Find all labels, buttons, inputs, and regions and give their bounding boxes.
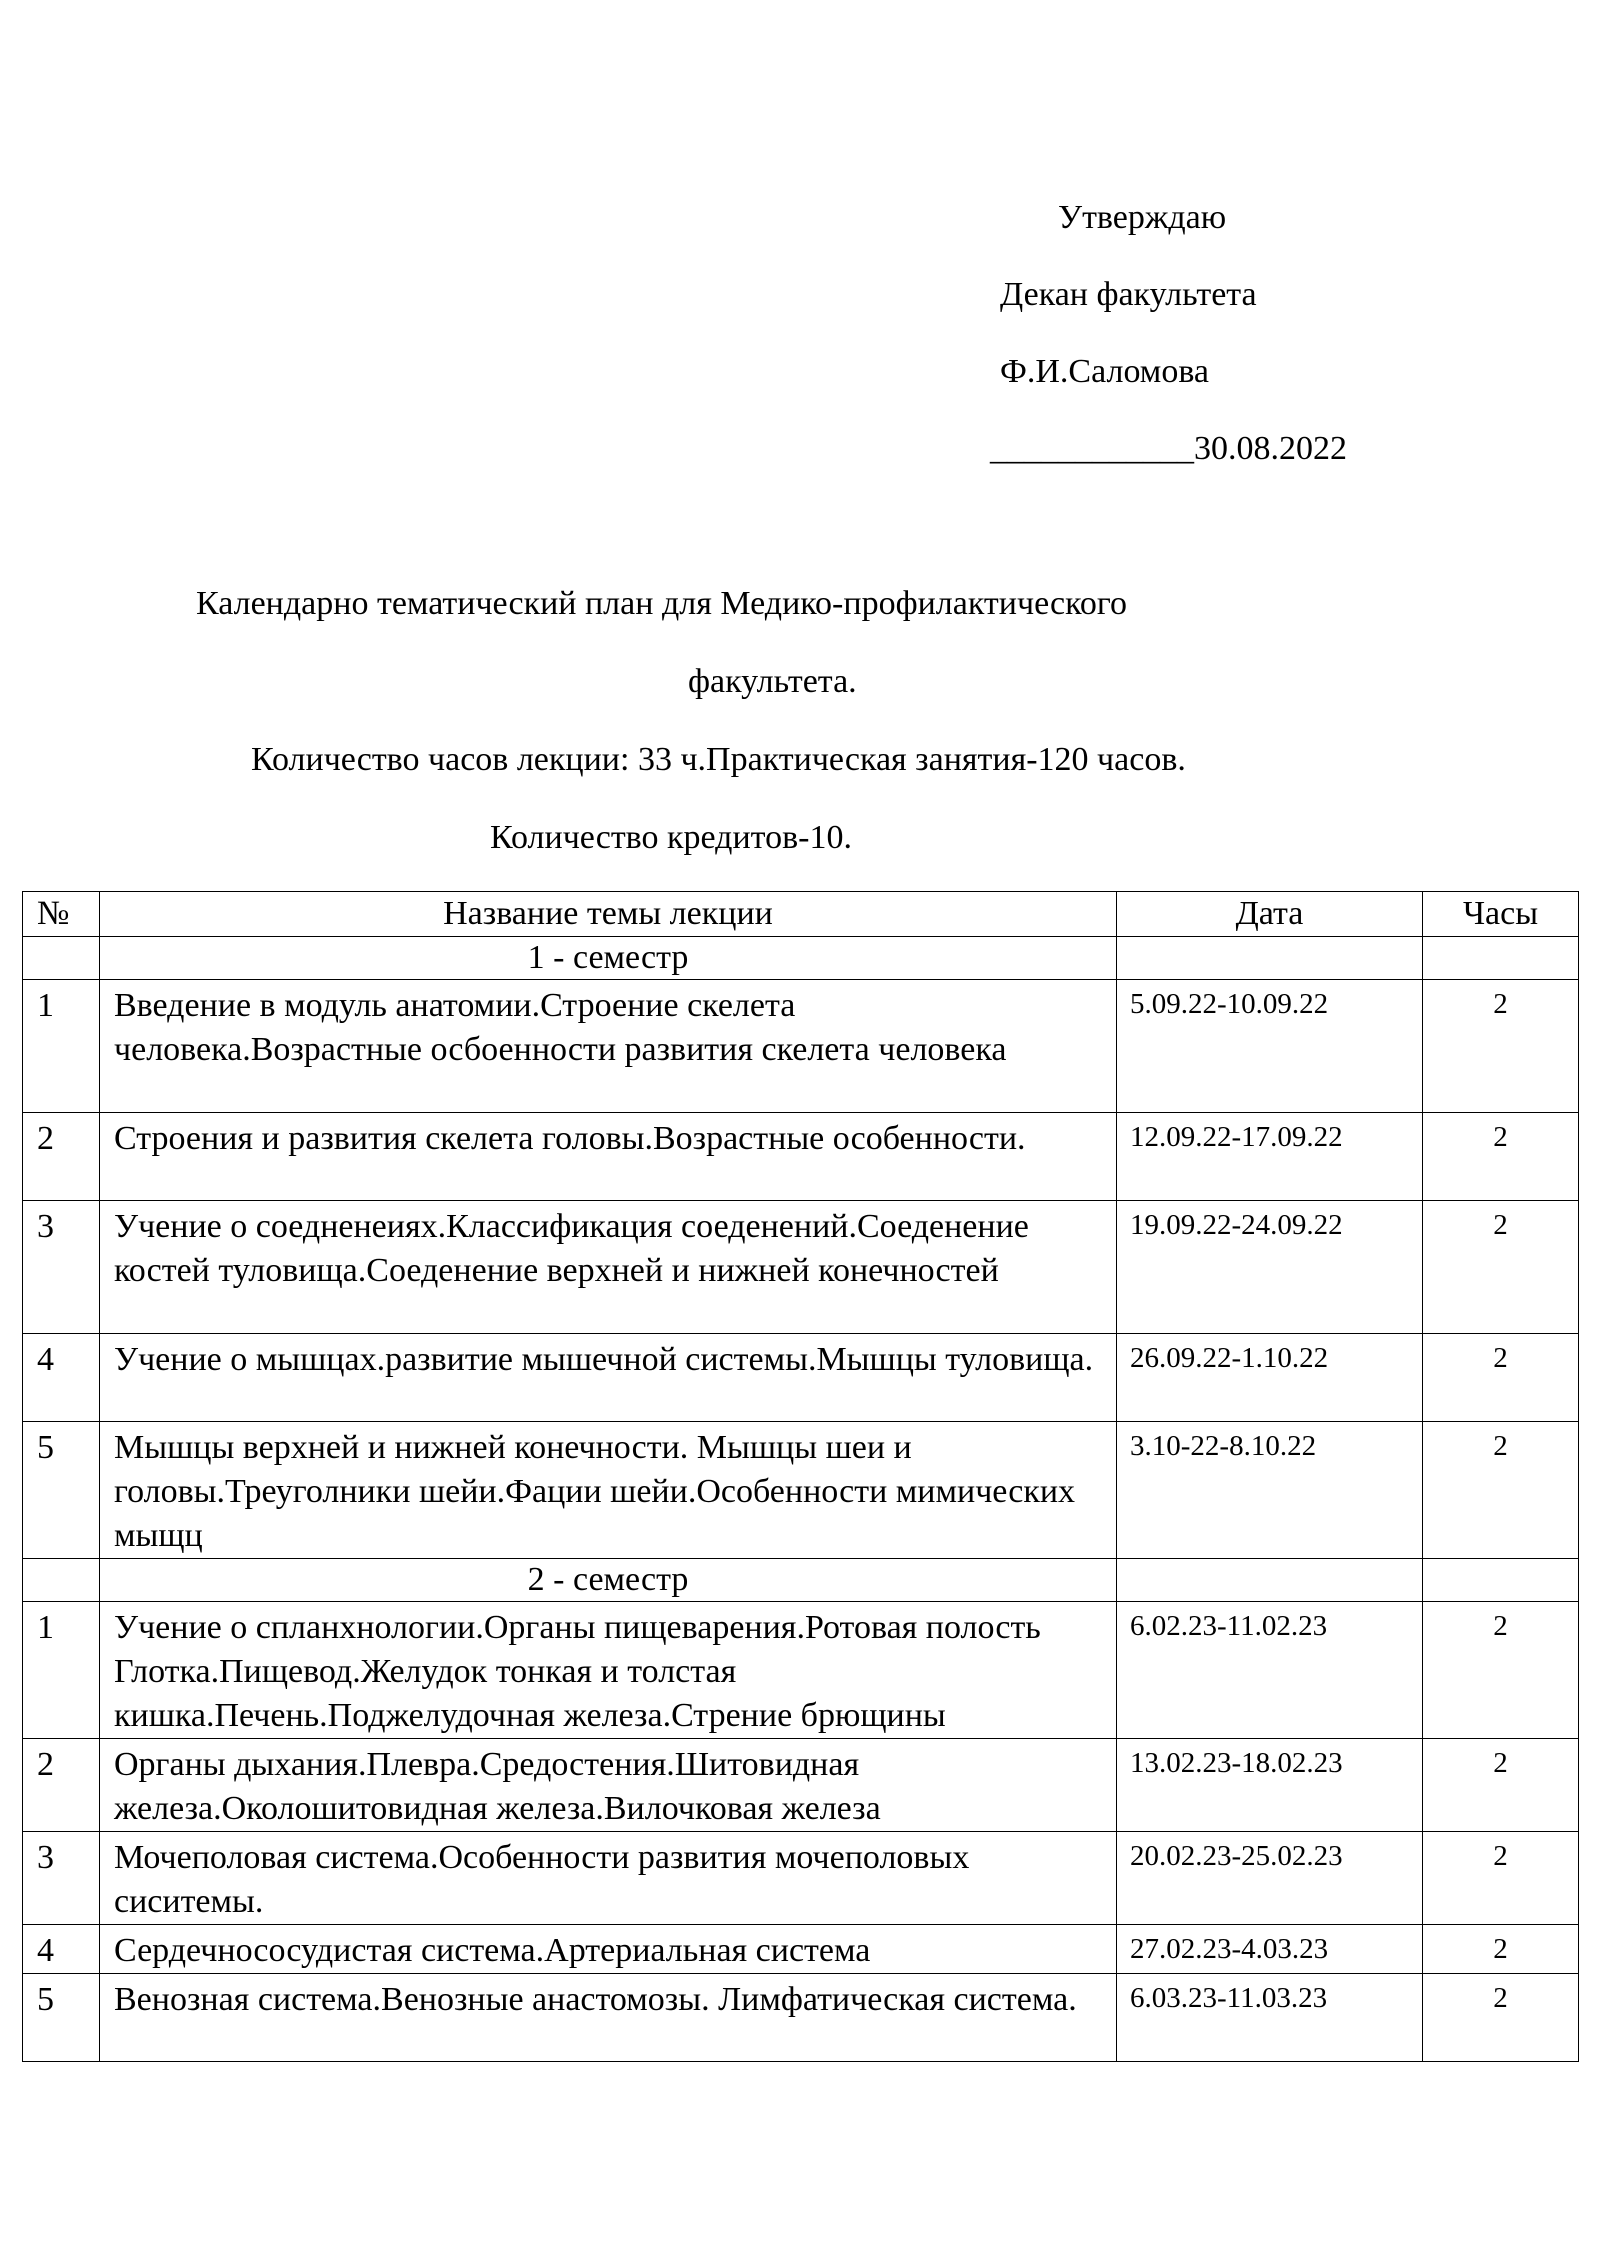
row-hours: 2 (1423, 1925, 1579, 1974)
row-date: 20.02.23-25.02.23 (1117, 1832, 1423, 1925)
row-hours: 2 (1423, 980, 1579, 1113)
header-topic: Название темы лекции (100, 892, 1117, 937)
row-date: 3.10-22-8.10.22 (1117, 1422, 1423, 1559)
header-number: № (23, 892, 100, 937)
row-number: 1 (23, 1602, 100, 1739)
row-hours: 2 (1423, 1602, 1579, 1739)
plan-title-continued: факультета. (688, 663, 857, 700)
header-hours: Часы (1423, 892, 1579, 937)
row-topic: Органы дыхания.Плевра.Средостения.Шитовидная железа.Околошитовидная железа.Вилочковая железа (100, 1739, 1117, 1832)
table-header-row (23, 892, 1579, 937)
row-number: 4 (23, 1925, 100, 1974)
row-date: 5.09.22-10.09.22 (1117, 980, 1423, 1113)
row-topic: Сердечнососудистая система.Артериальная система (100, 1925, 1117, 1974)
row-topic: Учение о спланхнологии.Органы пищеварения.Ротовая полость Глотка.Пищевод.Желудок тонкая и толстая кишка.Печень.Поджелудочная железа.Стрение брющины (100, 1602, 1117, 1739)
table-row (23, 1925, 1579, 1974)
row-hours: 2 (1423, 1113, 1579, 1201)
lecture-plan-table (22, 891, 1579, 2062)
row-date: 26.09.22-1.10.22 (1117, 1334, 1423, 1422)
table-row (23, 1201, 1579, 1334)
row-hours: 2 (1423, 1201, 1579, 1334)
header-date: Дата (1117, 892, 1423, 937)
approval-signature-date: ____________30.08.2022 (990, 430, 1347, 467)
table-row (23, 1739, 1579, 1832)
row-topic: Введение в модуль анатомии.Строение скелета человека.Возрастные осбоенности развития скелета человека (100, 980, 1117, 1113)
row-number: 2 (23, 1739, 100, 1832)
row-number: 2 (23, 1113, 100, 1201)
row-date: 13.02.23-18.02.23 (1117, 1739, 1423, 1832)
table-row (23, 1832, 1579, 1925)
row-number: 3 (23, 1832, 100, 1925)
row-hours: 2 (1423, 1974, 1579, 2062)
row-number: 5 (23, 1974, 100, 2062)
table-row (23, 1113, 1579, 1201)
approval-position: Декан факультета (1000, 276, 1257, 313)
semester-row (23, 937, 1579, 980)
approval-title: Утверждаю (1058, 199, 1227, 236)
semester-row (23, 1559, 1579, 1602)
row-date: 6.03.23-11.03.23 (1117, 1974, 1423, 2062)
row-hours: 2 (1423, 1832, 1579, 1925)
row-date: 12.09.22-17.09.22 (1117, 1113, 1423, 1201)
table-row (23, 1334, 1579, 1422)
row-number: 1 (23, 980, 100, 1113)
row-date: 19.09.22-24.09.22 (1117, 1201, 1423, 1334)
row-topic: Мочеполовая система.Особенности развития мочеполовых сиситемы. (100, 1832, 1117, 1925)
table-row (23, 1422, 1579, 1559)
row-date: 6.02.23-11.02.23 (1117, 1602, 1423, 1739)
row-topic: Венозная система.Венозные анастомозы. Лимфатическая система. (100, 1974, 1117, 2062)
table-row (23, 980, 1579, 1113)
semester-label: 1 - семестр (100, 937, 1117, 980)
approval-name: Ф.И.Саломова (1000, 353, 1210, 390)
table-row (23, 1602, 1579, 1739)
credits-summary: Количество кредитов-10. (490, 819, 852, 856)
row-hours: 2 (1423, 1739, 1579, 1832)
row-number: 4 (23, 1334, 100, 1422)
row-topic: Мышцы верхней и нижней конечности. Мышцы шеи и головы.Треуголники шейи.Фации шейи.Особенности мимических мыщц (100, 1422, 1117, 1559)
row-date: 27.02.23-4.03.23 (1117, 1925, 1423, 1974)
row-hours: 2 (1423, 1422, 1579, 1559)
plan-title: Календарно тематический план для Медико-профилактического (196, 585, 1127, 622)
row-hours: 2 (1423, 1334, 1579, 1422)
hours-summary: Количество часов лекции: 33 ч.Практическая занятия-120 часов. (251, 741, 1186, 778)
row-number: 5 (23, 1422, 100, 1559)
semester-label: 2 - семестр (100, 1559, 1117, 1602)
row-topic: Строения и развития скелета головы.Возрастные особенности. (100, 1113, 1117, 1201)
row-topic: Учение о мышцах.развитие мышечной системы.Мышцы туловища. (100, 1334, 1117, 1422)
row-topic: Учение о соедненеиях.Классификация соеденений.Соеденение костей туловища.Соеденение верхней и нижней конечностей (100, 1201, 1117, 1334)
table-row (23, 1974, 1579, 2062)
row-number: 3 (23, 1201, 100, 1334)
